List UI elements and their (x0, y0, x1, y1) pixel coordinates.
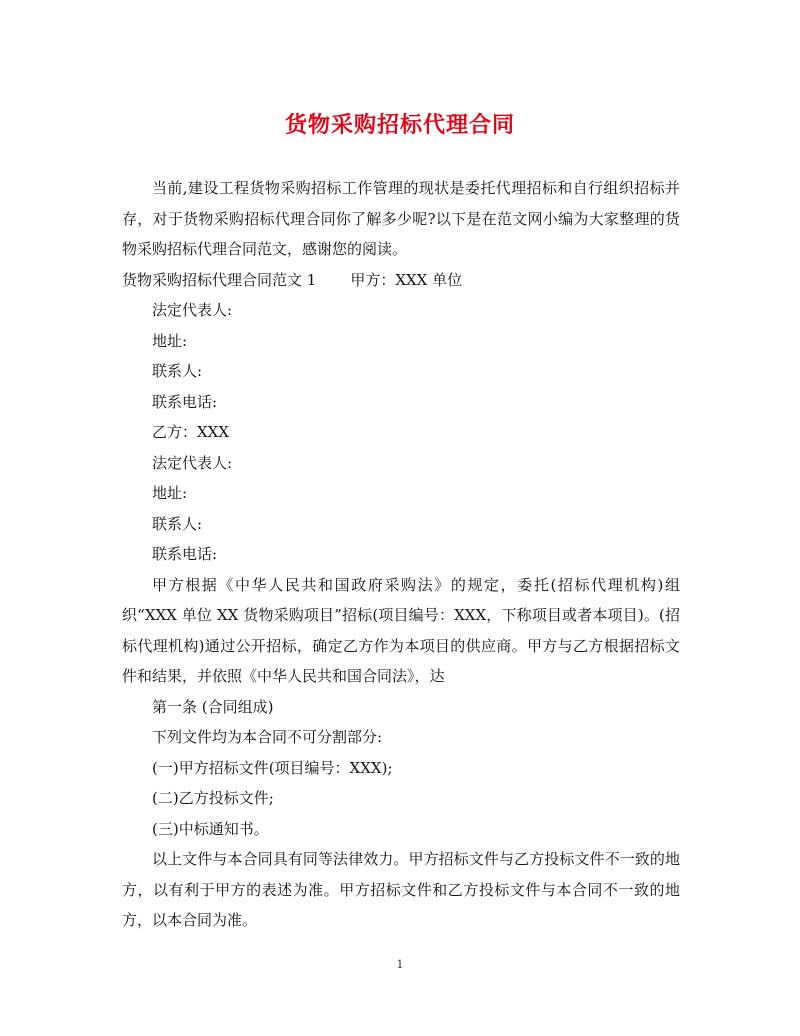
party-b-label: 乙方：XXX (152, 423, 230, 441)
document-title: 货物采购招标代理合同 (284, 112, 515, 138)
party-b-legal-rep: 法定代表人: (152, 453, 233, 472)
party-a-contact: 联系人: (152, 362, 203, 380)
article-1-lead: 下列文件均为本合同不可分割部分: (152, 728, 383, 746)
party-a-legal-rep: 法定代表人: (152, 301, 233, 319)
party-b-phone: 联系电话: (152, 545, 218, 563)
sample-heading: 货物采购招标代理合同范文 1 (122, 270, 317, 289)
party-b-contact: 联系人: (152, 514, 203, 533)
party-a-label: 甲方：XXX 单位 (350, 270, 463, 289)
article-1-title: 第一条 (合同组成) (152, 697, 274, 716)
party-a-address: 地址: (152, 331, 188, 350)
article-1-item: (一)甲方招标文件(项目编号：XXX); (152, 758, 393, 777)
party-b-address: 地址: (152, 484, 188, 502)
intro-paragraph: 当前,建设工程货物采购招标工作管理的现状是委托代理招标和自行组织招标并存，对于货物采购招标代理合同你了解多少呢?以下是在范文网小编为大家整理的货物采购招标代理合同范文，感谢您的阅读。 (122, 179, 680, 258)
article-1-note: 以上文件与本合同具有同等法律效力。甲方招标文件与乙方投标文件不一致的地方，以有利于甲方的表述为准。甲方招标文件和乙方投标文件与本合同不一致的地方，以本合同为准。 (122, 850, 680, 929)
article-1-item: (二)乙方投标文件; (152, 789, 274, 807)
article-1-item: (三)中标通知书。 (152, 819, 269, 838)
clause-intro-paragraph: 甲方根据《中华人民共和国政府采购法》的规定，委托(招标代理机构)组织“XXX 单位 XX 货物采购项目”招标(项目编号：XXX，下称项目或者本项目)。(招标代理机构)通过公开招标，确定乙方作为本项目的供应商。甲方与乙方根据招标文件和结果，并依照《中华人民共和国合同法》，达 (122, 575, 680, 685)
document-body (122, 173, 680, 936)
sample-heading-line (122, 265, 680, 296)
page-number: 1 (396, 958, 404, 971)
party-a-phone: 联系电话: (152, 392, 218, 411)
